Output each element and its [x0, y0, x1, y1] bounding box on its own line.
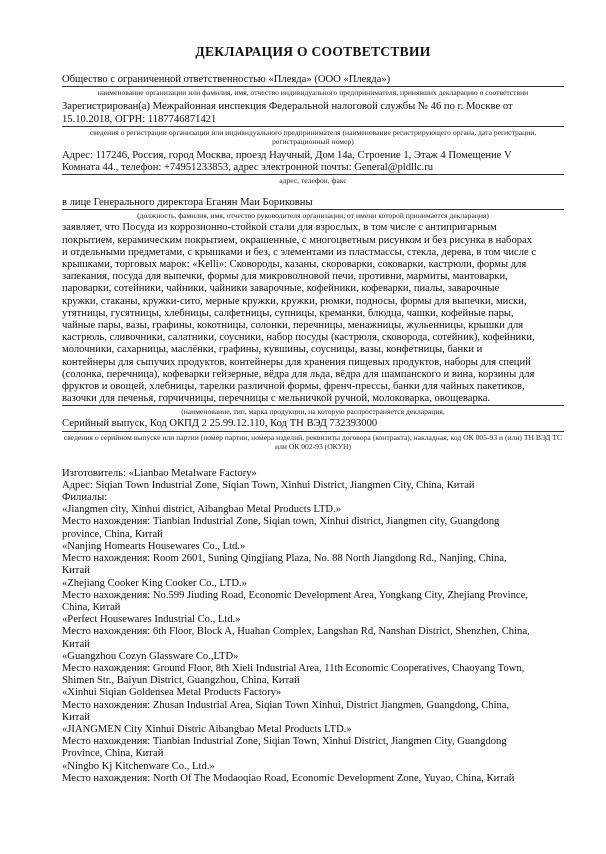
manufacturer-block — [62, 468, 564, 785]
product-line: кружки, стаканы, кружки-сито, мерные кружки, кружки, рюмки, подносы, формы для выпечки, миски, — [62, 295, 527, 307]
product-line: фруктов и овощей, хлебницы, тарелки различной формы, френч-прессы, банки для чайных пакетиков, — [62, 381, 525, 393]
applicant-name: Общество с ограниченной ответственностью «Плеяда» (ООО «Плеяда») — [62, 74, 564, 87]
product-line: чайные пары, вазы, графины, кокотницы, солонки, перечницы, менажницы, жульенницы, крышки для — [62, 320, 524, 332]
branch-name: «Ningbo Kj Kitchenware Co., Ltd.» — [62, 760, 215, 772]
branch-name: «Jiangmen city, Xinhui district, Aibangbao Metal Products LTD.» — [62, 504, 342, 516]
manufacturer-label: Изготовитель: «Lianbao Metalware Factory» — [62, 467, 257, 479]
branch-location: Место нахождения: 6th Floor, Block A, Huahan Complex, Langshan Rd, Nanshan District, Shenzhen, China, — [62, 626, 530, 638]
branch-location: Китай — [62, 711, 90, 723]
registration-line-2: 15.10.2018, ОГРН: 1187746871421 — [62, 114, 564, 127]
product-line: запекания, посуда для выпечки, формы для микроволновой печи, противни, мармиты, мантоварки, — [62, 271, 508, 283]
document-title: ДЕКЛАРАЦИЯ О СООТВЕТСТВИИ — [195, 44, 431, 59]
branch-name: «Xinhui Siqian Goldensea Metal Products Factory» — [62, 687, 282, 699]
representative-caption: (должность, фамилия, имя, отчество руководителя организации, от имени которой принимается декларация) — [137, 211, 489, 221]
branch-location: Shimen Str., Baiyun District, Guangzhou, China, Китай — [62, 675, 300, 687]
branch-name: «Nanjing Homearts Housewares Co., Ltd.» — [62, 540, 246, 552]
product-line: утятницы, гусятницы, хлебницы, салфетницы, супницы, креманки, блюдца, чашки, кофейные пары, — [62, 307, 514, 319]
manufacturer-address: Адрес: Siqian Town Industrial Zone, Siqian Town, Xinhui District, Jiangmen City, China, Китай — [62, 479, 475, 491]
registration-caption: сведения о регистрации организации или индивидуального предпринимателя (наименование регистрирующего органа, дата регистрации, регистрационный номер) — [89, 127, 537, 146]
branch-location: Место нахождения: Zhusan Industrial Area, Siqian Town Xinhui, District Jiangmen, Guangdong, China, — [62, 699, 510, 711]
product-caption: (наименование, тип, марка продукции, на которую распространяется декларация, — [181, 407, 445, 417]
branch-name: «Guangzhou Cozyn Glassware Co.,LTD» — [62, 650, 239, 662]
address-line-2: Комната 44., телефон: +74951233853, адрес электронной почты: General@pldllc.ru — [62, 162, 564, 175]
serial-caption: сведения о серийном выпуске или партии (номер партии, номера изделий, реквизиты договора (контракта), накладная, код ОК 005-93 и (или) ТН ВЭД ТС или ОК 002-93 (ОКУН) — [63, 432, 563, 451]
registration-line-1: Зарегистрирован(а) Межрайонная инспекция Федеральной налоговой службы № 46 по г. Москве от — [62, 101, 513, 113]
branch-location: Место нахождения: North Of The Modaoqiao Road, Economic Development Zone, Yuyao, China, Китай — [62, 772, 515, 784]
product-line: покрытием, керамическим покрытием, окрашенные, с многоцветным рисунком и без рисунка в наборах — [62, 234, 533, 246]
product-line: (солонка, перечница), кофеварки гейзерные, вёдра для льда, вёдра для шампанского и вина, корзины для — [62, 368, 535, 380]
branch-name: «Perfect Housewares Industrial Co., Ltd.» — [62, 614, 241, 626]
applicant-name-caption: наименование организации или фамилия, имя, отчество индивидуального предпринимателя, принявших декларацию о соответствии — [97, 88, 529, 98]
address-line-1: Адрес: 117246, Россия, город Москва, проезд Научный, Дом 14а, Строение 1, Этаж 4 Помещение V — [62, 149, 512, 161]
product-line: вазочки для печенья, горчичницы, перечницы с мельничкой ручной, молоковарка, овощеварка. — [62, 393, 564, 406]
branches-label: Филиалы: — [62, 492, 108, 504]
branch-location: China, Китай — [62, 601, 121, 613]
product-line: контейнеры для сыпучих продуктов, контейнеры для хранения пищевых продуктов, наборы для специй — [62, 356, 531, 368]
product-line: пароварки, сотейники, чайники, чайники заварочные, кофейники, кофеварки, пиалы, заварочные — [62, 283, 500, 295]
branch-location: Китай — [62, 565, 90, 577]
branch-location: Место нахождения: Room 2601, Suning Qingjiang Plaza, No. 88 North Jiangdong Rd., Nanjing, China, — [62, 553, 507, 565]
representative-text: в лице Генерального директора Еганян Маи Бориковны — [62, 197, 564, 210]
branch-location: Province, China, Китай — [62, 748, 164, 760]
branch-location: Место нахождения: Tianbian Industrial Zone, Siqian Town, Xinhui District, Jiangmen City, Guangdong — [62, 736, 507, 748]
branch-location: Место нахождения: Ground Floor, 8th Xieli Industrial Area, 11th Economic Cooperatives, Chaoyang Town, — [62, 662, 525, 674]
serial-info: Серийный выпуск, Код ОКПД 2 25.99.12.110, Код ТН ВЭД 732393000 — [62, 418, 564, 431]
branch-location: Место нахождения: Tianbian Industrial Zone, Siqian town, Xinhui district, Jiangmen city, Guangdong — [62, 516, 500, 528]
product-line: крышками, торговых марок: «Kelli»: Сковороды, казаны, скороварки, соковарки, кастрюли, формы для — [62, 259, 527, 271]
product-line: и отдельными предметами, с крышками и без, с элементами из пластмассы, стекла, дерева, в том числе с — [62, 246, 537, 258]
product-line: молочники, сахарницы, маслёнки, графины, кувшины, соусницы, вазы, конфетницы, банки и — [62, 344, 483, 356]
product-line: кастрюль, сливочники, салатники, соусники, набор посуды (кастрюля, сковорода, сотейник), кофейники, — [62, 332, 535, 344]
branch-location: province, China, Китай — [62, 528, 163, 540]
branch-location: Место нахождения: No.599 Jiuding Road, Economic Development Area, Yongkang City, Zhejiang Province, — [62, 589, 528, 601]
branch-name: «Zhejiang Cooker King Cooker Co., LTD.» — [62, 577, 247, 589]
branch-location: Китай — [62, 638, 90, 650]
branch-name: «JIANGMEN City Xinhui Distric Aibangbao Metal Products LTD.» — [62, 723, 352, 735]
product-description — [62, 222, 564, 406]
product-line: заявляет, что Посуда из коррозионно-стойкой стали для взрослых, в том числе с антипригарным — [62, 222, 497, 234]
address-caption: адрес, телефон, факс — [279, 176, 347, 186]
